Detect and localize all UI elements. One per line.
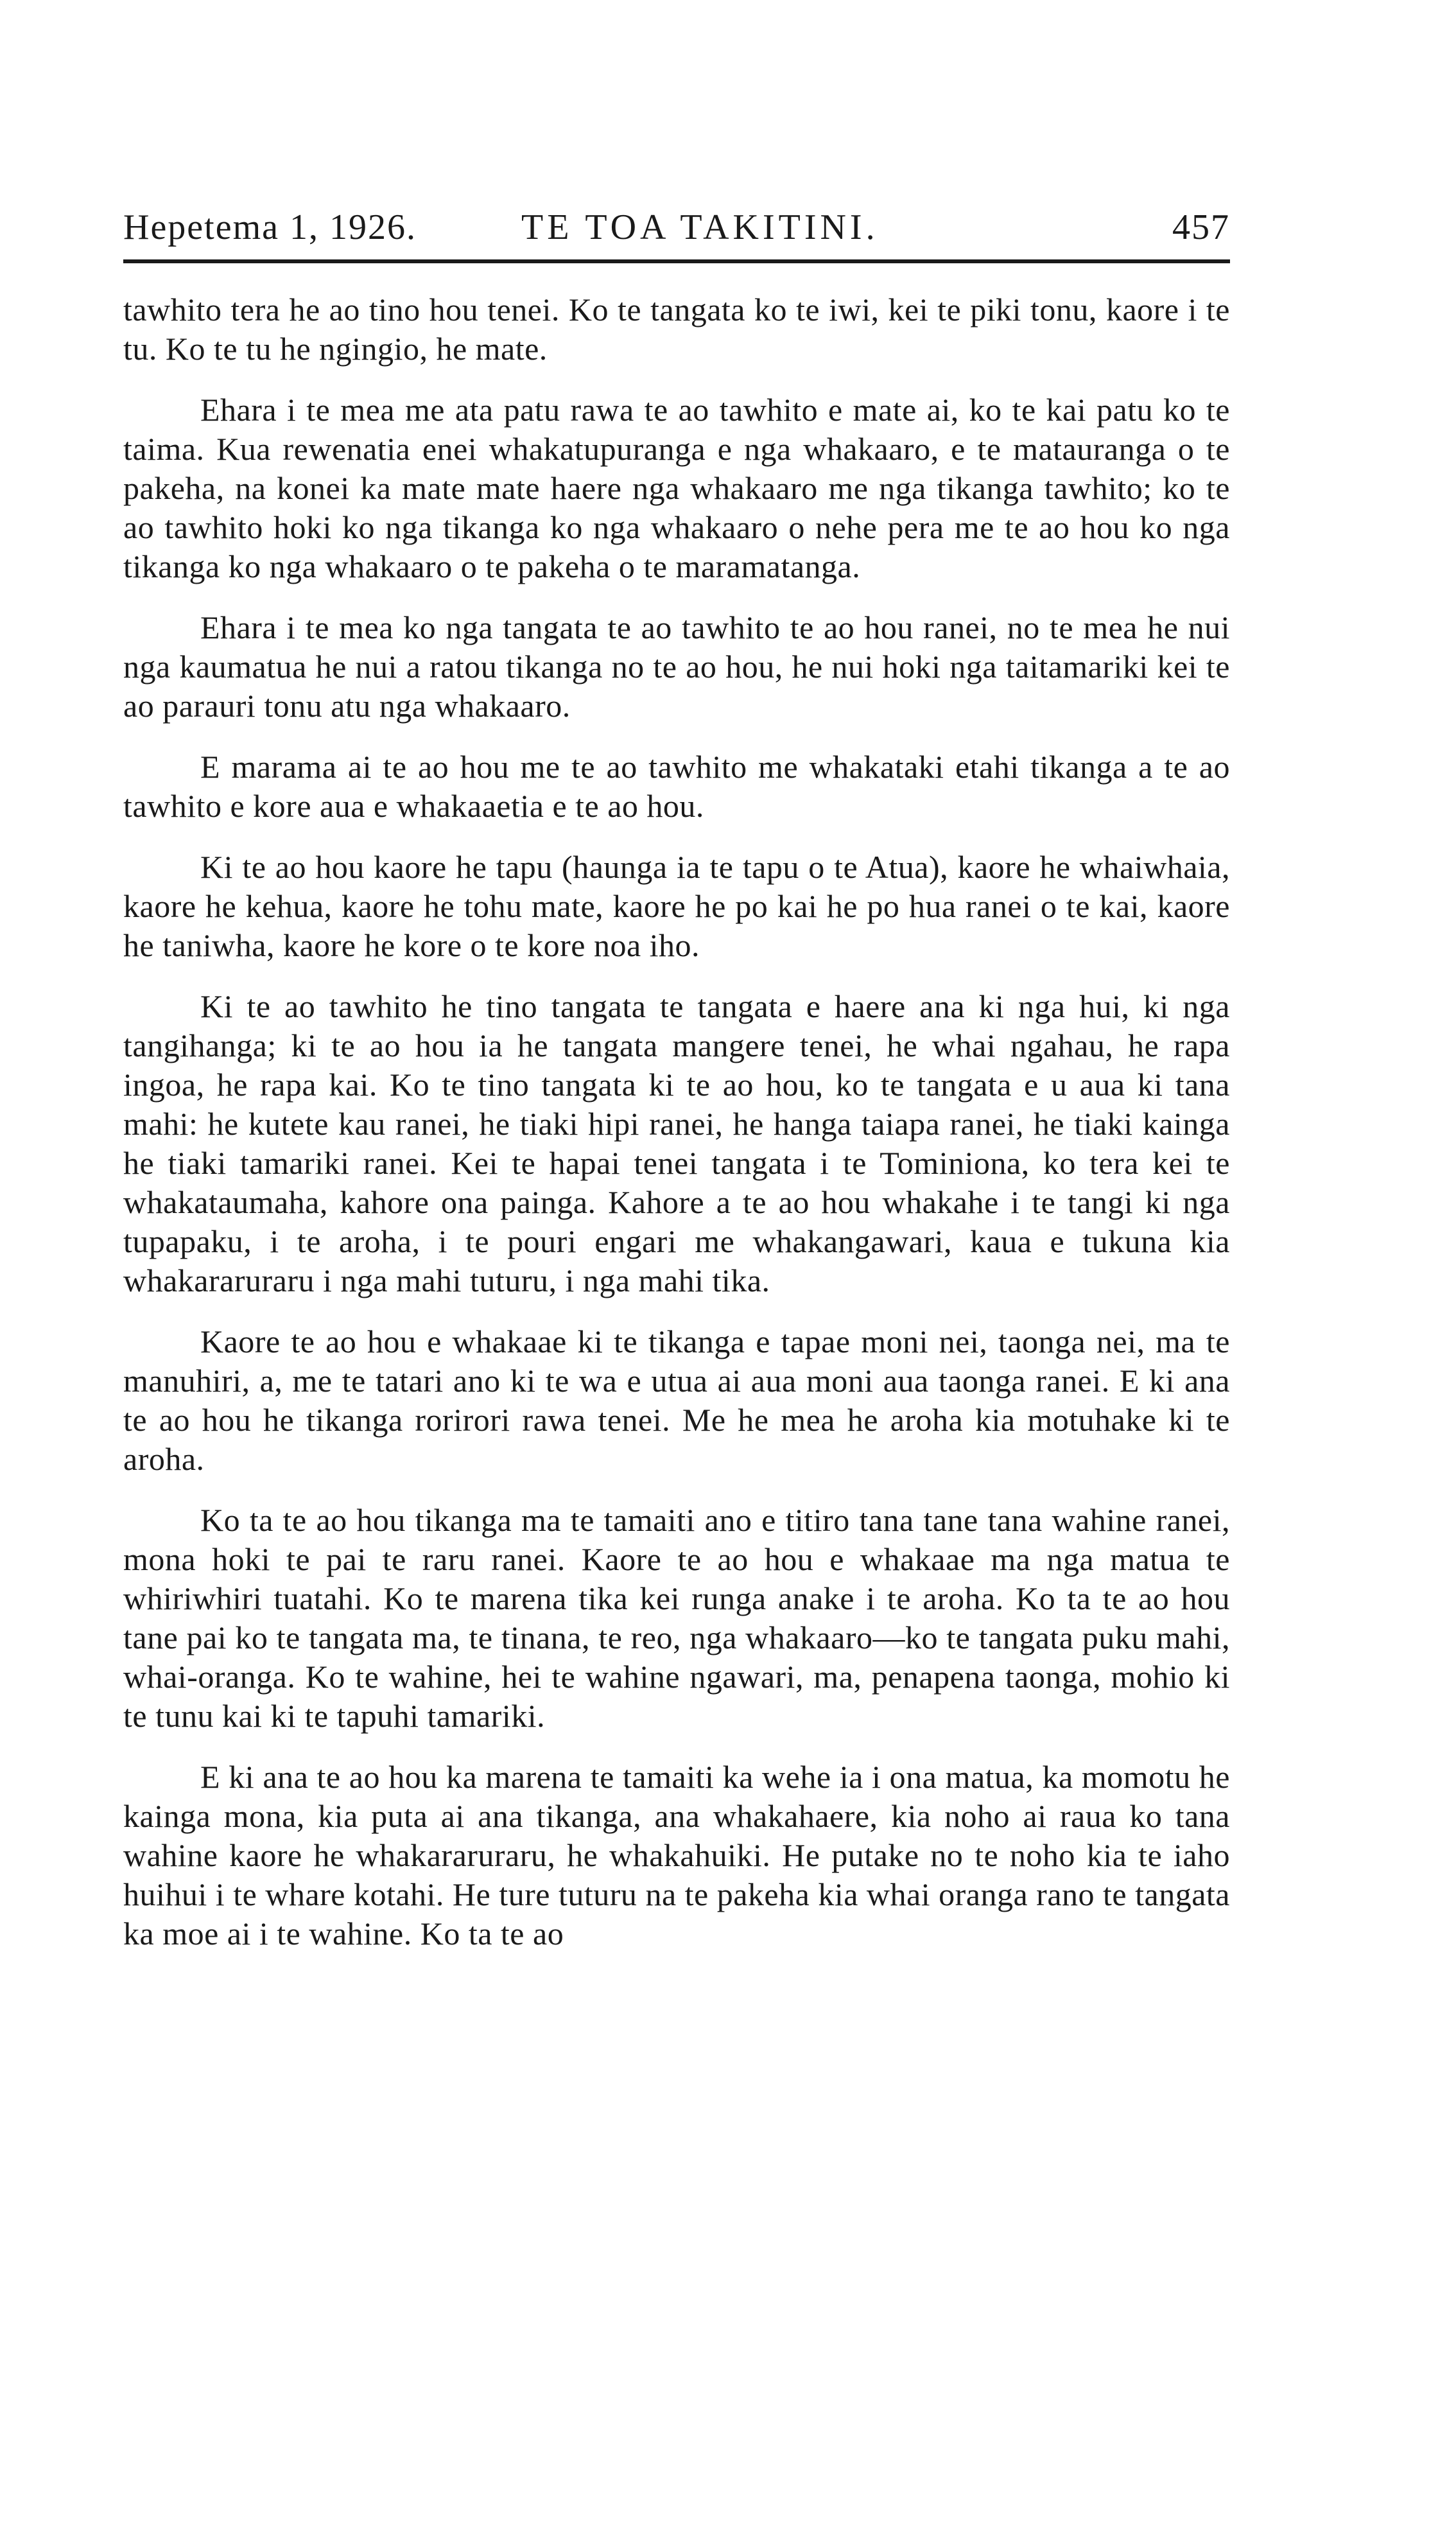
header-date: Hepetema 1, 1926. [123, 207, 417, 247]
running-header [123, 207, 1230, 258]
paragraph: Ki te ao hou kaore he tapu (haunga ia te tapu o te Atua), kaore he whaiwhaia, kaore he kehua, kaore he tohu mate, kaore he po kai he po hua ranei o te kai, kaore he taniwha, kaore he kore o te kore noa iho. [123, 849, 1230, 963]
paragraph: Kaore te ao hou e whakaae ki te tikanga e tapae moni nei, taonga nei, ma te manuhiri, a, me te tatari ano ki te wa e utua ai aua moni aua taonga ranei. E ki ana te ao hou he tikanga rorirori rawa tenei. Me he mea he aroha kia motuhake ki te aroha. [123, 1323, 1230, 1477]
header-page-number: 457 [1172, 207, 1230, 247]
body-text [123, 290, 1230, 1975]
paragraph: Ki te ao tawhito he tino tangata te tangata e haere ana ki nga hui, ki nga tangihanga; ki te ao hou ia he tangata mangere tenei, he whai ngahau, he rapa ingoa, he rapa kai. Ko te tino tangata ki te ao hou, ko te tangata e u aua ki tana mahi: he kutete kau ranei, he tiaki hipi ranei, he hanga taiapa ranei, he tiaki kainga he tiaki tamariki ranei. Kei te hapai tenei tangata i te Tominiona, ko tera kei te whakataumaha, kahore ona painga. Kahore a te ao hou whakahe i te tangi ki nga tupapaku, i te aroha, i te pouri engari me whakangawari, kaua e tukuna kia whakararuraru i nga mahi tuturu, i nga mahi tika. [123, 988, 1230, 1298]
paragraph: Ehara i te mea me ata patu rawa te ao tawhito e mate ai, ko te kai patu ko te taima. Kua rewenatia enei whakatupuranga e nga whakaaro, e te matauranga o te pakeha, na konei ka mate mate haere nga whakaaro me nga tikanga tawhito; ko te ao tawhito hoki ko nga tikanga ko nga whakaaro o nehe pera me te ao hou ko nga tikanga ko nga whakaaro o te pakeha o te maramatanga. [123, 392, 1230, 584]
paragraph: E ki ana te ao hou ka marena te tamaiti ka wehe ia i ona matua, ka momotu he kainga mona, kia puta ai ana tikanga, ana whakahaere, kia noho ai raua ko tana wahine kaore he whakararuraru, he whakahuiki. He putake no te noho kia te iaho huihui i te whare kotahi. He ture tuturu na te pakeha kia whai oranga rano te tangata ka moe ai i te wahine. Ko ta te ao [123, 1759, 1230, 1951]
paragraph: E marama ai te ao hou me te ao tawhito me whakataki etahi tikanga a te ao tawhito e kore aua e whakaaetia e te ao hou. [123, 749, 1230, 824]
paragraph: Ko ta te ao hou tikanga ma te tamaiti ano e titiro tana tane tana wahine ranei, mona hoki te pai te raru ranei. Kaore te ao hou e whakaae ma nga matua te whiriwhiri tuatahi. Ko te marena tika kei runga anake i te aroha. Ko ta te ao hou tane pai ko te tangata ma, te tinana, te reo, nga whakaaro—ko te tangata puku mahi, whai-oranga. Ko te wahine, hei te wahine ngawari, ma, penapena taonga, mohio ki te tunu kai ki te tapuhi tamariki. [123, 1502, 1230, 1734]
header-journal-title: TE TOA TAKITINI. [521, 207, 879, 247]
header-rule [123, 259, 1230, 263]
paragraph: tawhito tera he ao tino hou tenei. Ko te tangata ko te iwi, kei te piki tonu, kaore i te tu. Ko te tu he ngingio, he mate. [123, 292, 1230, 367]
paragraph: Ehara i te mea ko nga tangata te ao tawhito te ao hou ranei, no te mea he nui nga kaumatua he nui a ratou tikanga no te ao hou, he nui hoki nga taitamariki kei te ao parauri tonu atu nga whakaaro. [123, 609, 1230, 724]
